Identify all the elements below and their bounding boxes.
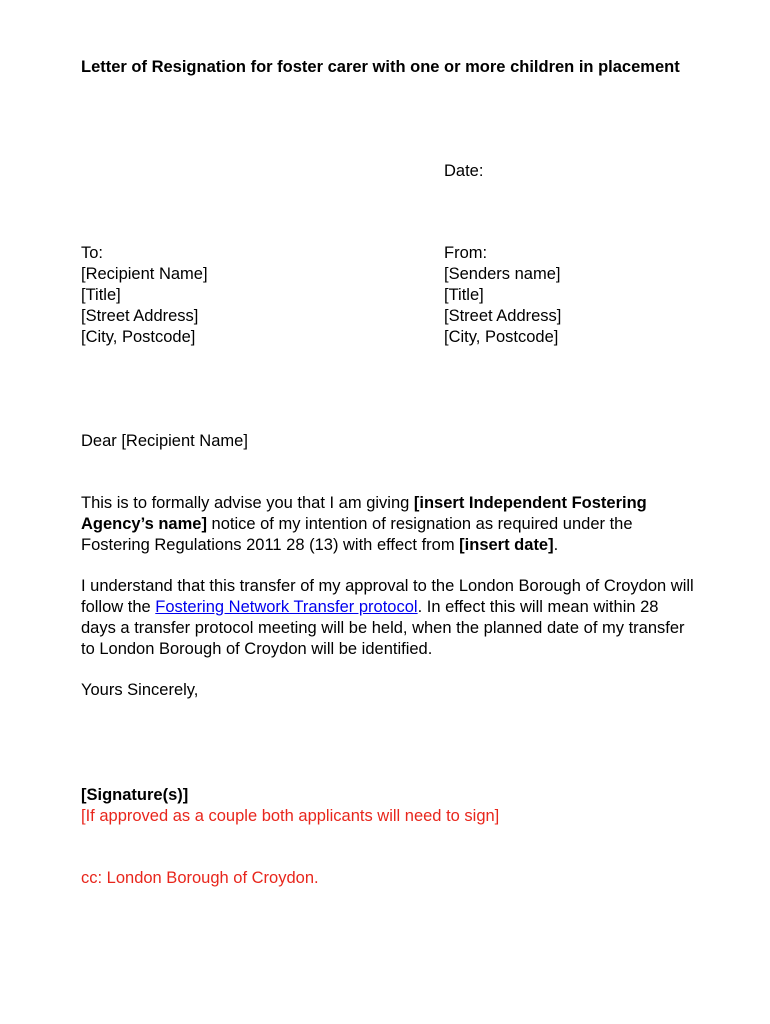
from-address-block [444,243,744,348]
paragraph-notice-text-b: notice of my intention of resignation as required under the Fostering Regulations 2011 28 (13) with effect from [81,515,633,554]
closing: Yours Sincerely, [81,681,199,699]
from-street-address: [Street Address] [444,307,562,325]
signature-note: [If approved as a couple both applicants will need to sign] [81,807,500,825]
paragraph-transfer [81,576,696,660]
from-sender-name: [Senders name] [444,265,561,283]
document-title: Letter of Resignation for foster carer with one or more children in placement [81,58,680,76]
to-heading: To: [81,244,104,262]
effective-date-placeholder: [insert date] [459,536,554,554]
agency-name-placeholder: [insert Independent Fostering Agency’s name] [81,494,647,533]
from-title: [Title] [444,286,484,304]
signature-placeholder: [Signature(s)] [81,786,189,804]
paragraph-notice-text-c: . [553,536,559,554]
paragraph-transfer-text-a: I understand that this transfer of my approval to the London Borough of Croydon will follow the [81,577,694,616]
cc-line: cc: London Borough of Croydon. [81,869,319,887]
paragraph-transfer-text-b: . In effect this will mean within 28 days a transfer protocol meeting will be held, when the planned date of my transfer to London Borough of Croydon will be identified. [81,598,685,658]
to-street-address: [Street Address] [81,307,199,325]
salutation: Dear [Recipient Name] [81,432,248,450]
to-title: [Title] [81,286,121,304]
from-heading: From: [444,244,488,262]
to-recipient-name: [Recipient Name] [81,265,208,283]
paragraph-notice-text-a: This is to formally advise you that I am giving [81,494,414,512]
date-label: Date: [444,162,484,180]
to-city-postcode: [City, Postcode] [81,328,196,346]
paragraph-notice [81,493,696,556]
transfer-protocol-link[interactable]: Fostering Network Transfer protocol [155,598,418,616]
to-address-block [81,243,381,348]
from-city-postcode: [City, Postcode] [444,328,559,346]
